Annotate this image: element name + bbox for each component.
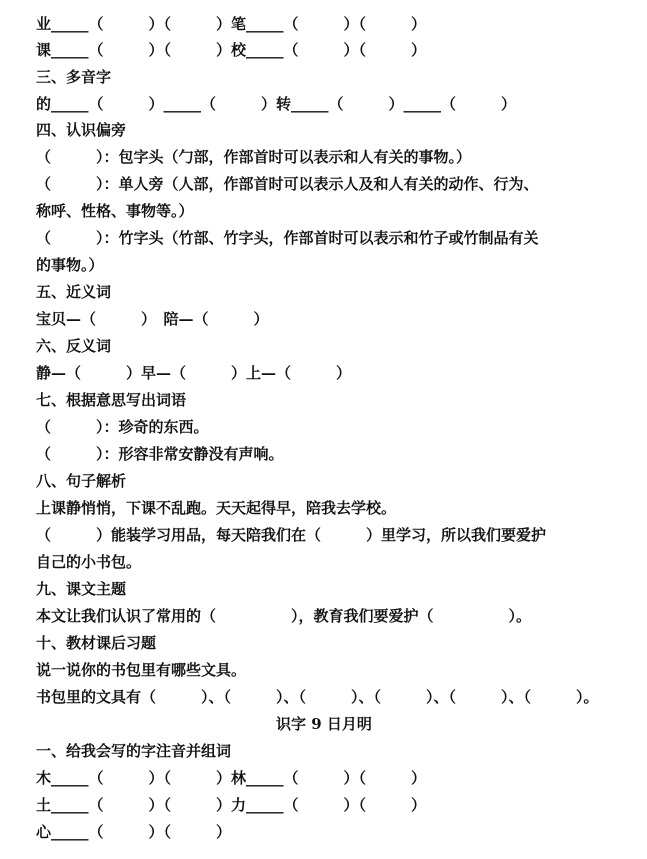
- text-line: 的_____（ ）_____（ ）转_____（ ）_____（ ）: [36, 95, 517, 113]
- text-line: 本文让我们认识了常用的（ ），教育我们要爱护（ ）。: [36, 607, 532, 625]
- section-heading: 十、教材课后习题: [36, 634, 157, 652]
- text-line: （ ）：珍奇的东西。: [36, 418, 209, 436]
- lesson-title: 识字 9 日月明: [276, 715, 372, 733]
- text-line: 称呼、性格、事物等。）: [36, 202, 194, 220]
- text-line: 业_____（ ）（ ）笔_____（ ）（ ）: [36, 15, 427, 33]
- section-heading: 一、给我会写的字注音并组词: [36, 742, 232, 760]
- text-line: （ ）：包字头（勹部，作部首时可以表示和人有关的事物。）: [36, 148, 472, 166]
- text-line: （ ）：竹字头（竹部、竹字头，作部首时可以表示和竹子或竹制品有关: [36, 229, 539, 247]
- text-line: 心_____（ ）（ ）: [36, 823, 232, 841]
- section-heading: 七、根据意思写出词语: [36, 391, 187, 409]
- text-line: 说一说你的书包里有哪些文具。: [36, 661, 247, 679]
- text-line: 木_____（ ）（ ）林_____（ ）（ ）: [36, 769, 427, 787]
- text-line: 上课静悄悄，下课不乱跑。天天起得早，陪我去学校。: [36, 499, 397, 517]
- text-line: （ ）能装学习用品，每天陪我们在（ ）里学习，所以我们要爱护: [36, 526, 547, 544]
- section-heading: 八、句子解析: [36, 472, 127, 490]
- text-line: 宝贝—（ ） 陪—（ ）: [36, 310, 269, 328]
- text-line: （ ）：形容非常安静没有声响。: [36, 445, 284, 463]
- text-line: （ ）：单人旁（人部，作部首时可以表示人及和人有关的动作、行为、: [36, 175, 539, 193]
- text-line: 自己的小书包。: [36, 553, 142, 571]
- section-heading: 四、认识偏旁: [36, 121, 127, 139]
- section-heading: 九、课文主题: [36, 580, 127, 598]
- text-line: 课_____（ ）（ ）校_____（ ）（ ）: [36, 41, 427, 59]
- text-line: 土_____（ ）（ ）力_____（ ）（ ）: [36, 796, 427, 814]
- text-line: 的事物。）: [36, 256, 104, 274]
- section-heading: 五、近义词: [36, 283, 112, 301]
- text-line: 静—（ ）早—（ ）上—（ ）: [36, 364, 352, 382]
- section-heading: 三、多音字: [36, 68, 112, 86]
- text-line: 书包里的文具有（ ）、（ ）、（ ）、（ ）、（ ）、（ ）。: [36, 688, 599, 706]
- section-heading: 六、反义词: [36, 337, 112, 355]
